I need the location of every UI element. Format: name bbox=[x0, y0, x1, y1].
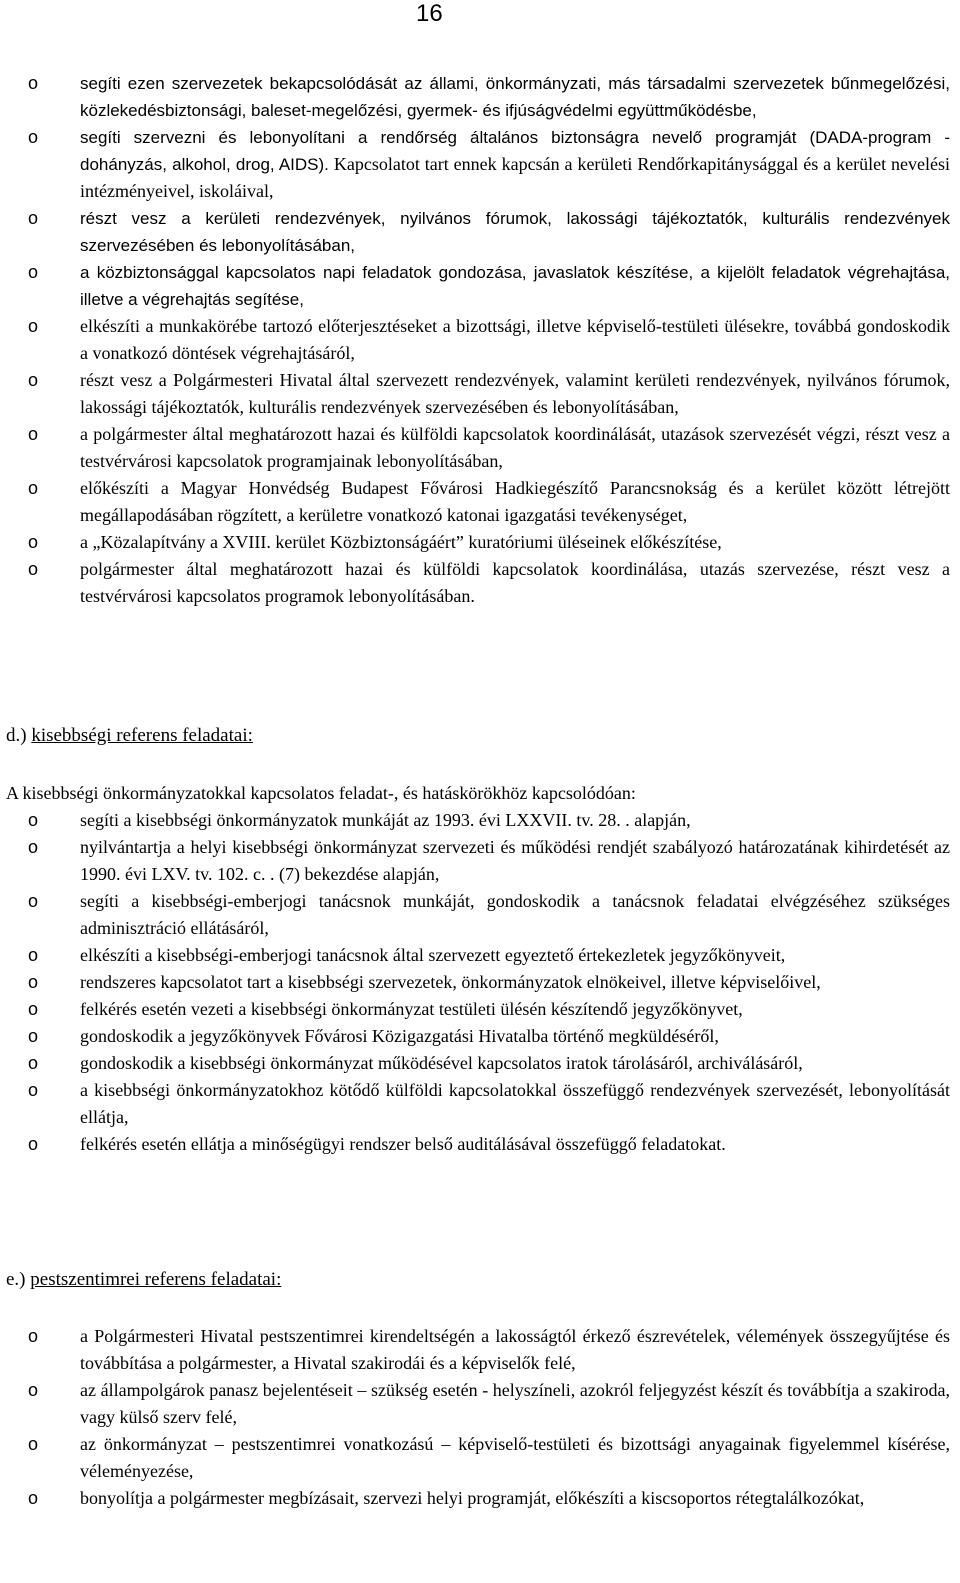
bullet-icon: o bbox=[28, 891, 39, 911]
section-title: kisebbségi referens feladatai: bbox=[31, 725, 253, 746]
bullet-icon: o bbox=[28, 532, 39, 552]
bullet-icon: o bbox=[28, 1488, 39, 1508]
bullet-icon: o bbox=[28, 370, 39, 390]
list-item bbox=[0, 475, 960, 529]
list-item bbox=[0, 124, 960, 205]
list-item-text: felkérés esetén ellátja a minőségügyi rendszer belső auditálásával összefüggő feladatokat. bbox=[80, 1134, 726, 1154]
section-title: pestszentimrei referens feladatai: bbox=[30, 1269, 282, 1290]
list-item-text: nyilvántartja a helyi kisebbségi önkormányzat szervezeti és működési rendjét szabályozó határozatának kihirdetését az 1990. évi LXV. tv. 102. c. . (7) bekezdése alapján, bbox=[80, 837, 950, 884]
section-d-list bbox=[0, 807, 960, 1158]
list-item-text: a Polgármesteri Hivatal pestszentimrei kirendeltségén a lakosságtól érkező észrevételek, vélemények összegyűjtése és továbbítása a polgármester, a Hivatal szakirodái és a képviselők felé, bbox=[80, 1326, 950, 1373]
list-item-text: segíti ezen szervezetek bekapcsolódását az állami, önkormányzati, más társadalmi szervezetek bűnmegelőzési, közlekedésbiztonsági, baleset-megelőzési, gyermek- és ifjúságvédelmi együttműködésbe, bbox=[80, 74, 950, 120]
section-c-list bbox=[0, 70, 960, 610]
list-item bbox=[0, 367, 960, 421]
list-item-text: a „Közalapítvány a XVIII. kerület Közbiztonságáért” kuratóriumi üléseinek előkészítése, bbox=[80, 532, 722, 552]
section-e-heading bbox=[6, 1266, 281, 1293]
list-item bbox=[0, 807, 960, 834]
list-item bbox=[0, 313, 960, 367]
list-item-text-serif: Kapcsolatot tart ennek kapcsán a kerületi Rendőrkapitánysággal és a kerület nevelési intézményeivel, iskoláival, bbox=[80, 154, 950, 201]
bullet-icon: o bbox=[28, 1326, 39, 1346]
section-letter: e.) bbox=[6, 1269, 26, 1290]
list-item bbox=[0, 1431, 960, 1485]
list-item bbox=[0, 1377, 960, 1431]
bullet-icon: o bbox=[28, 945, 39, 965]
list-item-text bbox=[80, 124, 950, 205]
bullet-icon: o bbox=[28, 208, 39, 228]
list-item-text: a közbiztonsággal kapcsolatos napi feladatok gondozása, javaslatok készítése, a kijelölt feladatok végrehajtása, illetve a végrehajtás segítése, bbox=[80, 263, 950, 309]
bullet-icon: o bbox=[28, 424, 39, 444]
list-item-text: segíti a kisebbségi-emberjogi tanácsnok munkáját, gondoskodik a tanácsnok feladatai elvégzéséhez szükséges adminisztráció ellátásáról, bbox=[80, 891, 950, 938]
bullet-icon: o bbox=[28, 559, 39, 579]
list-item bbox=[0, 1131, 960, 1158]
bullet-icon: o bbox=[28, 810, 39, 830]
list-item-text: részt vesz a kerületi rendezvények, nyilvános fórumok, lakossági tájékoztatók, kulturális rendezvények szervezésében és lebonyolításában, bbox=[80, 209, 950, 255]
list-item bbox=[0, 969, 960, 996]
list-item bbox=[0, 259, 960, 313]
bullet-icon: o bbox=[28, 1434, 39, 1454]
list-item-text: segíti a kisebbségi önkormányzatok munkáját az 1993. évi LXXVII. tv. 28. . alapján, bbox=[80, 810, 691, 830]
list-item-text: polgármester által meghatározott hazai és külföldi kapcsolatok koordinálása, utazás szervezése, részt vesz a testvérvárosi kapcsolatos programok lebonyolításában. bbox=[80, 559, 950, 606]
bullet-icon: o bbox=[28, 262, 39, 282]
page-number: 16 bbox=[416, 0, 443, 27]
section-d-heading bbox=[6, 722, 253, 749]
list-item bbox=[0, 942, 960, 969]
list-item-text-sans: segíti szervezni és lebonyolítani a rendőrség általános biztonságra nevelő programját (DADA-program - dohányzás, alkohol, drog, AIDS). bbox=[80, 128, 950, 174]
bullet-icon: o bbox=[28, 73, 39, 93]
list-item-text: elkészíti a munkakörébe tartozó előterjesztéseket a bizottsági, illetve képviselő-testületi ülésekre, továbbá gondoskodik a vonatkozó döntések végrehajtásáról, bbox=[80, 316, 950, 363]
list-item bbox=[0, 1485, 960, 1512]
bullet-icon: o bbox=[28, 127, 39, 147]
bullet-icon: o bbox=[28, 837, 39, 857]
list-item-text: elkészíti a kisebbségi-emberjogi tanácsnok által szervezett egyeztető értekezletek jegyzőkönyveit, bbox=[80, 945, 786, 965]
bullet-icon: o bbox=[28, 999, 39, 1019]
list-item bbox=[0, 205, 960, 259]
bullet-icon: o bbox=[28, 972, 39, 992]
list-item-text: felkérés esetén vezeti a kisebbségi önkormányzat testületi ülésén készítendő jegyzőkönyvet, bbox=[80, 999, 743, 1019]
section-letter: d.) bbox=[6, 725, 27, 746]
bullet-icon: o bbox=[28, 1053, 39, 1073]
list-item-text: előkészíti a Magyar Honvédség Budapest Fővárosi Hadkiegészítő Parancsnokság és a kerület között létrejött megállapodásában rögzített, a kerületre vonatkozó katonai igazgatási tevékenységet, bbox=[80, 478, 950, 525]
list-item bbox=[0, 1077, 960, 1131]
bullet-icon: o bbox=[28, 1380, 39, 1400]
list-item-text: a polgármester által meghatározott hazai és külföldi kapcsolatok koordinálását, utazások szervezését végzi, részt vesz a testvérvárosi kapcsolatok programjainak lebonyolításában, bbox=[80, 424, 950, 471]
list-item bbox=[0, 1050, 960, 1077]
list-item-text: gondoskodik a jegyzőkönyvek Fővárosi Közigazgatási Hivatalba történő megküldéséről, bbox=[80, 1026, 719, 1046]
list-item bbox=[0, 70, 960, 124]
list-item-text: gondoskodik a kisebbségi önkormányzat működésével kapcsolatos iratok tárolásáról, archiválásáról, bbox=[80, 1053, 803, 1073]
list-item bbox=[0, 556, 960, 610]
bullet-icon: o bbox=[28, 478, 39, 498]
list-item-text: az állampolgárok panasz bejelentéseit – szükség esetén - helyszíneli, azokról feljegyzést készít és továbbítja a szakiroda, vagy külső szerv felé, bbox=[80, 1380, 950, 1427]
bullet-icon: o bbox=[28, 1026, 39, 1046]
list-item-text: rendszeres kapcsolatot tart a kisebbségi szervezetek, önkormányzatok elnökeivel, illetve képviselőivel, bbox=[80, 972, 821, 992]
list-item-text: a kisebbségi önkormányzatokhoz kötődő külföldi kapcsolatokkal összefüggő rendezvények szervezését, lebonyolítását ellátja, bbox=[80, 1080, 950, 1127]
section-d-intro: A kisebbségi önkormányzatokkal kapcsolatos feladat-, és hatáskörökhöz kapcsolódóan: bbox=[6, 783, 636, 803]
bullet-icon: o bbox=[28, 1134, 39, 1154]
list-item bbox=[0, 996, 960, 1023]
section-e-list bbox=[0, 1323, 960, 1512]
list-item-text: az önkormányzat – pestszentimrei vonatkozású – képviselő-testületi és bizottsági anyagainak figyelemmel kísérése, véleményezése, bbox=[80, 1434, 950, 1481]
bullet-icon: o bbox=[28, 316, 39, 336]
list-item-text: részt vesz a Polgármesteri Hivatal által szervezett rendezvények, valamint kerületi rendezvények, nyilvános fórumok, lakossági tájékoztatók, kulturális rendezvények szervezésében és lebonyolításában, bbox=[80, 370, 950, 417]
list-item bbox=[0, 529, 960, 556]
bullet-icon: o bbox=[28, 1080, 39, 1100]
list-item bbox=[0, 421, 960, 475]
list-item-text: bonyolítja a polgármester megbízásait, szervezi helyi programját, előkészíti a kiscsoportos rétegtalálkozókat, bbox=[80, 1488, 865, 1508]
list-item bbox=[0, 1023, 960, 1050]
list-item bbox=[0, 834, 960, 888]
list-item bbox=[0, 888, 960, 942]
list-item bbox=[0, 1323, 960, 1377]
